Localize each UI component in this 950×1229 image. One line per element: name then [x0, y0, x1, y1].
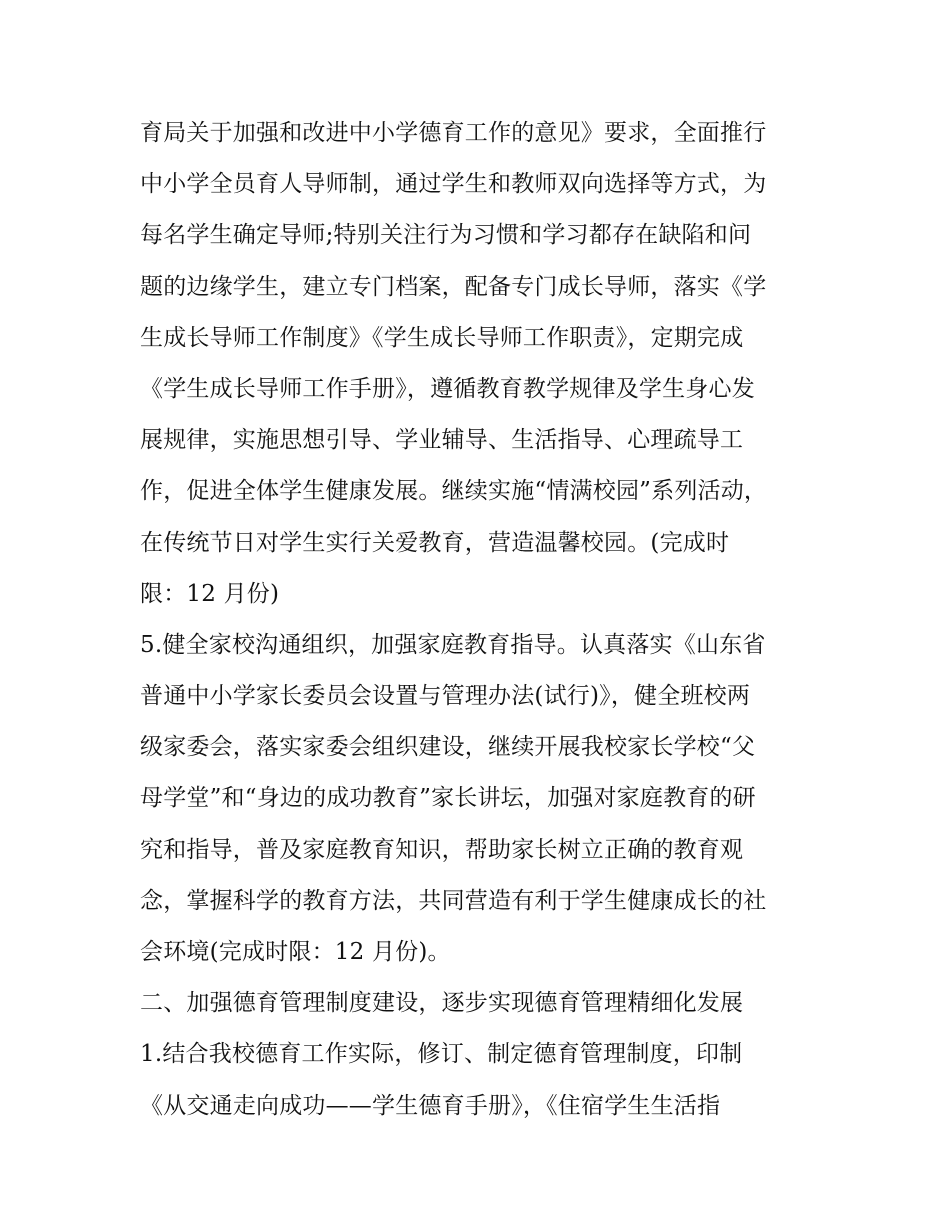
document-body: [140, 108, 820, 1132]
text-line: 会环境(完成时限：12 月份)。: [140, 939, 451, 965]
text-line: 每名学生确定导师;特别关注行为习惯和学习都存在缺陷和问: [140, 222, 752, 249]
text-line: 究和指导，普及家庭教育知识，帮助家长树立正确的教育观: [140, 836, 744, 863]
text-line: 念，掌握科学的教育方法，共同营造有利于学生健康成长的社: [140, 887, 767, 914]
text-line: 中小学全员育人导师制，通过学生和教师双向选择等方式，为: [140, 171, 767, 198]
text-line: 母学堂”和“身边的成功教育”家长讲坛，加强对家庭教育的研: [140, 785, 756, 812]
text-line: 5.健全家校沟通组织，加强家庭教育指导。认真落实《山东省: [140, 631, 766, 658]
text-line: 限：12 月份): [140, 580, 280, 607]
text-line: 展规律，实施思想引导、学业辅导、生活指导、心理疏导工: [140, 427, 744, 454]
text-line: 在传统节日对学生实行关爱教育，营造温馨校园。(完成时: [140, 529, 730, 556]
text-line: 级家委会，落实家委会组织建设，继续开展我校家长学校“父: [140, 734, 756, 761]
section-heading: 二、加强德育管理制度建设，逐步实现德育管理精细化发展: [140, 990, 744, 1017]
text-line: 育局关于加强和改进中小学德育工作的意见》要求，全面推行: [140, 120, 767, 146]
text-line: 生成长导师工作制度》《学生成长导师工作职责》，定期完成: [140, 324, 744, 351]
text-line: 《学生成长导师工作手册》，遵循教育教学规律及学生身心发: [140, 375, 755, 402]
text-line: 普通中小学家长委员会设置与管理办法(试行)》，健全班校两: [140, 683, 751, 710]
text-line: 《从交通走向成功——学生德育手册》，《住宿学生生活指: [140, 1092, 721, 1119]
text-line: 题的边缘学生，建立专门档案，配备专门成长导师，落实《学: [140, 273, 767, 300]
text-line: 1.结合我校德育工作实际，修订、制定德育管理制度，印制: [140, 1041, 743, 1068]
text-line: 作，促进全体学生健康发展。继续实施“情满校园”系列活动，: [140, 478, 768, 505]
